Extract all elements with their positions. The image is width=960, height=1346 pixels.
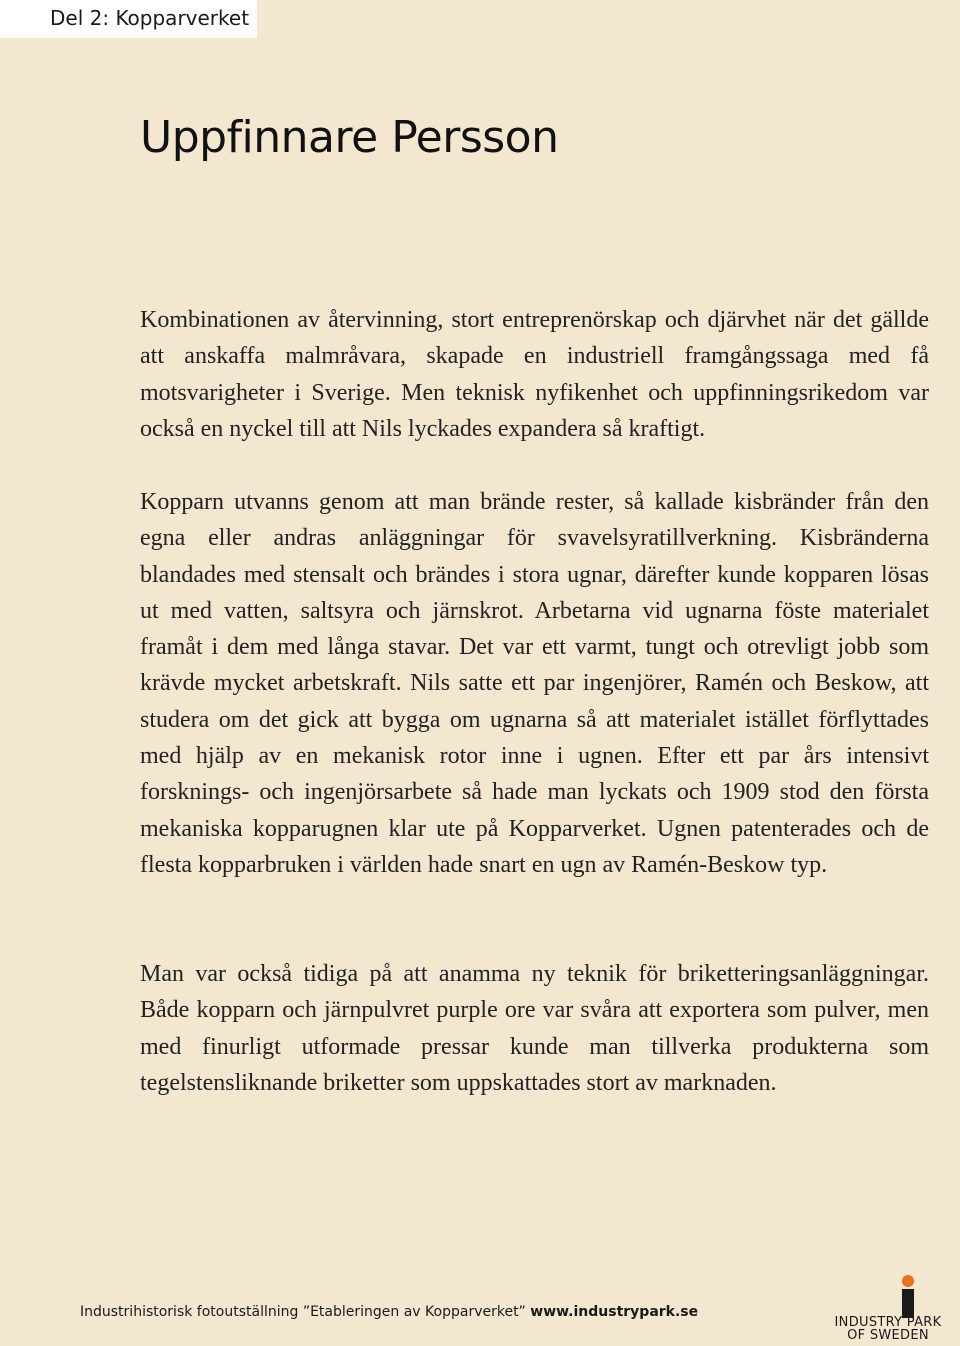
info-i-icon [888, 1274, 928, 1318]
paragraph-intro: Kombinationen av återvinning, stort entreprenörskap och djärvhet när det gällde att anskaffa malmråvara, skapade en industriell framgångssaga med få motsvarigheter i Sverige. Men teknisk nyfikenhet och uppfinningsrikedom var också en nyckel till att Nils lyckades expandera så kraftigt. [140, 307, 929, 442]
footer-caption: Industrihistorisk fotoutställning ”Etableringen av Kopparverket” [80, 1304, 531, 1320]
section-tab [0, 0, 257, 38]
footer-url[interactable]: www.industrypark.se [530, 1304, 699, 1320]
paragraph-process: Kopparn utvanns genom att man brände rester, så kallade kisbränder från den egna eller andras anläggningar för svavelsyratillverkning. Kisbränderna blandades med stensalt och brändes i stora ugnar, därefter kunde kopparen lösas ut med vatten, saltsyra och järnskrot. Arbetarna vid ugnarna föste materialet framåt i dem med långa stavar. Det var ett varmt, tungt och otrevligt jobb som krävde mycket arbetskraft. Nils satte ett par ingenjörer, Ramén och Beskow, att studera om det gick att bygga om ugnarna så att materialet istället förflyttades med hjälp av en mekanisk rotor inne i ugnen. Efter ett par års intensivt forsknings- och ingenjörsarbete så hade man lyckats och 1909 stod den första mekaniska kopparugnen klar ute på Kopparverket. Ugnen patenterades och de flesta kopparbruken i världen hade snart en ugn av Ramén-Beskow typ. [140, 489, 929, 878]
section-label: Del 2: Kopparverket [50, 6, 250, 30]
logo-text-line1: INDUSTRY PARK [834, 1315, 942, 1330]
footer [80, 1304, 698, 1320]
logo-text-line2: OF SWEDEN [847, 1328, 929, 1343]
industry-park-logo [816, 1274, 960, 1344]
paragraph-briquettes: Man var också tidiga på att anamma ny teknik för briketteringsanläggningar. Både kopparn och järnpulvret purple ore var svåra att exportera som pulver, men med finurligt utformade pressar kunde man tillverka produkterna som tegelstensliknande briketter som uppskattades stort av marknaden. [140, 961, 929, 1096]
page-title: Uppfinnare Persson [140, 112, 559, 163]
